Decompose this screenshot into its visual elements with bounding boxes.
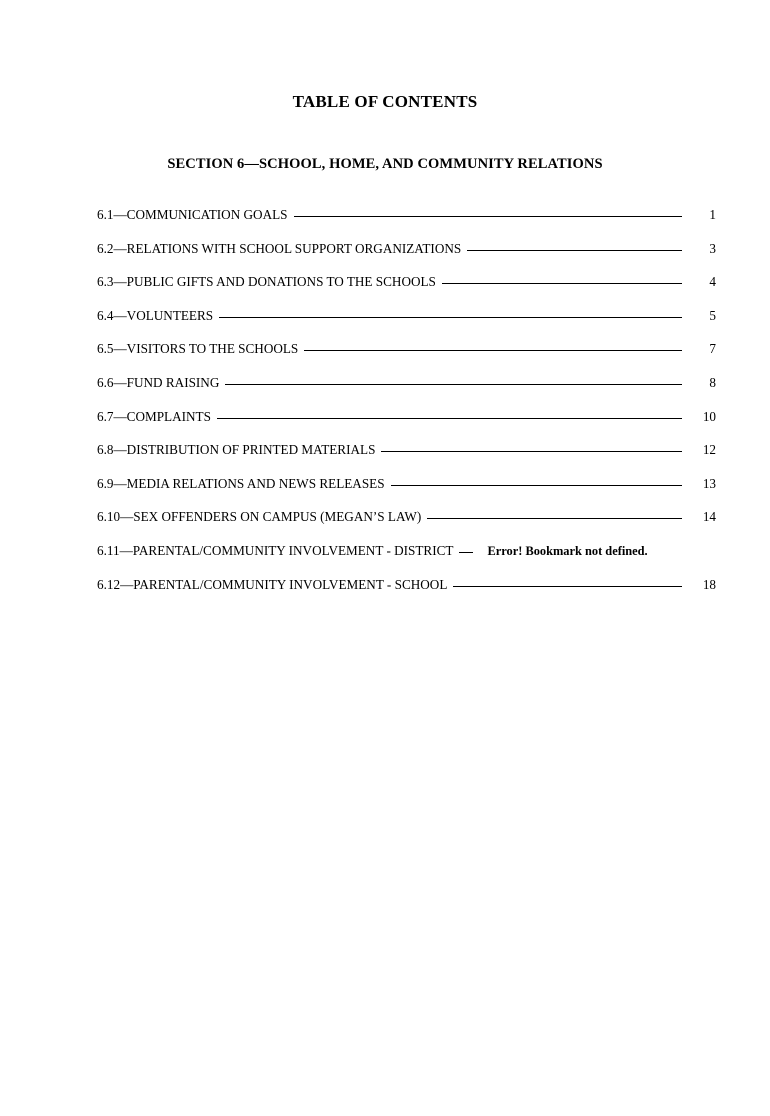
toc-entry[interactable] bbox=[97, 442, 716, 458]
toc-entry-label: 6.1—COMMUNICATION GOALS bbox=[97, 207, 288, 222]
toc-entry[interactable] bbox=[97, 308, 716, 324]
toc-leader-line bbox=[459, 551, 473, 553]
toc-leader-line bbox=[225, 383, 682, 385]
toc-entry-label: 6.11—PARENTAL/COMMUNITY INVOLVEMENT - DISTRICT bbox=[97, 542, 454, 558]
toc-entry[interactable] bbox=[97, 543, 716, 559]
toc-entry-label: 6.5—VISITORS TO THE SCHOOLS bbox=[97, 341, 299, 357]
toc-leader-line bbox=[304, 349, 682, 351]
toc-entry-page: 7 bbox=[709, 341, 716, 357]
toc-entry-page: 1 bbox=[709, 207, 716, 222]
page-title: TABLE OF CONTENTS bbox=[292, 92, 478, 111]
toc-entry-label: 6.7—COMPLAINTS bbox=[97, 408, 211, 424]
toc-entry-page: 18 bbox=[702, 576, 716, 592]
toc-entry[interactable] bbox=[97, 241, 716, 257]
toc-leader-line bbox=[453, 585, 682, 587]
toc-entry-label: 6.3—PUBLIC GIFTS AND DONATIONS TO THE SCHOOLS bbox=[97, 274, 436, 290]
toc-entry-label: 6.9—MEDIA RELATIONS AND NEWS RELEASES bbox=[97, 475, 385, 491]
toc-entry-label: 6.2—RELATIONS WITH SCHOOL SUPPORT ORGANIZATIONS bbox=[97, 240, 462, 256]
toc-entry-error: Error! Bookmark not defined. bbox=[487, 543, 648, 558]
toc-entry-page: 14 bbox=[702, 509, 716, 525]
toc-entry-label: 6.6—FUND RAISING bbox=[97, 374, 220, 390]
toc-entry[interactable] bbox=[97, 476, 716, 492]
toc-entry-page: 5 bbox=[709, 307, 716, 323]
toc-entry-label: 6.4—VOLUNTEERS bbox=[97, 307, 214, 323]
toc-leader-line bbox=[442, 282, 682, 284]
toc-entry-page: 13 bbox=[702, 475, 716, 491]
section-heading: SECTION 6—SCHOOL, HOME, AND COMMUNITY RELATIONS bbox=[167, 156, 603, 172]
table-of-contents bbox=[0, 207, 770, 593]
toc-leader-line bbox=[217, 417, 682, 419]
toc-leader-line bbox=[427, 517, 682, 519]
toc-entry-page: 8 bbox=[709, 374, 716, 390]
toc-entry-page: 12 bbox=[702, 442, 716, 458]
toc-leader-line bbox=[391, 484, 682, 486]
toc-entry-label: 6.10—SEX OFFENDERS ON CAMPUS (MEGAN’S LAW) bbox=[97, 509, 422, 525]
toc-entry-label: 6.8—DISTRIBUTION OF PRINTED MATERIALS bbox=[97, 442, 376, 458]
toc-leader-line bbox=[294, 215, 683, 217]
toc-entry[interactable] bbox=[97, 207, 716, 223]
toc-entry-page: 10 bbox=[702, 408, 716, 424]
toc-entry[interactable] bbox=[97, 577, 716, 593]
toc-leader-line bbox=[467, 249, 682, 251]
toc-entry[interactable] bbox=[97, 274, 716, 290]
toc-leader-line bbox=[381, 450, 682, 452]
toc-leader-line bbox=[219, 316, 682, 318]
toc-entry-page: 3 bbox=[709, 240, 716, 256]
document-page bbox=[0, 92, 770, 1116]
toc-entry-label: 6.12—PARENTAL/COMMUNITY INVOLVEMENT - SCHOOL bbox=[97, 576, 448, 592]
toc-entry[interactable] bbox=[97, 509, 716, 525]
toc-entry-page: 4 bbox=[709, 274, 716, 290]
toc-entry[interactable] bbox=[97, 409, 716, 425]
toc-entry[interactable] bbox=[97, 375, 716, 391]
toc-entry[interactable] bbox=[97, 341, 716, 357]
